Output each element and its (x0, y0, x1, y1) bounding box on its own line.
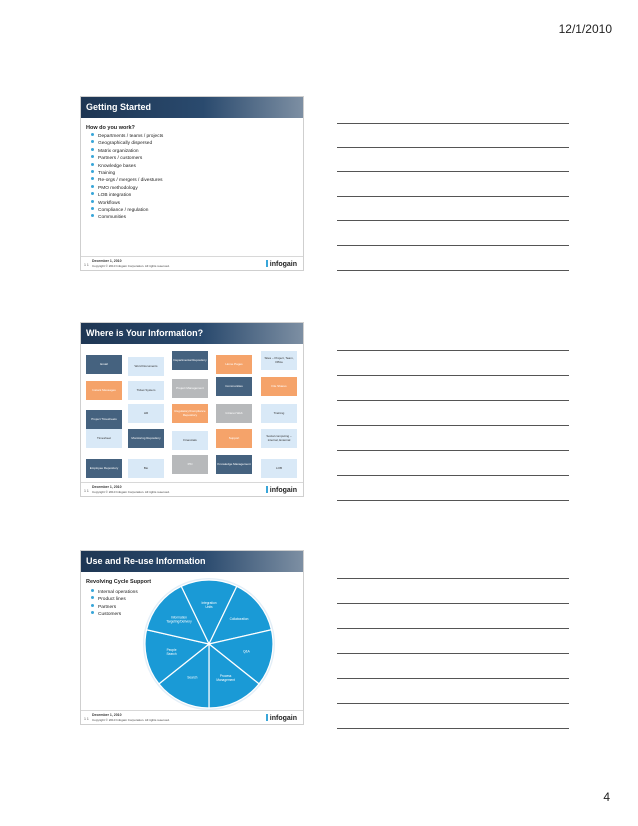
info-source-box: Support (216, 429, 252, 448)
cycle-segment-label: People Search (166, 648, 177, 657)
bullet-icon (91, 170, 94, 173)
note-line (337, 728, 569, 729)
footer-divider (81, 710, 303, 711)
list-item: Departments / teams / projects (91, 133, 163, 140)
info-source-box: Regulatory/Compliance Repository (172, 404, 208, 423)
infogain-logo: infogain (266, 260, 297, 268)
note-line (337, 375, 569, 376)
slide-title-bar (81, 551, 303, 572)
cycle-segment-label: Q&A (243, 649, 250, 654)
note-line (337, 425, 569, 426)
list-item: Product lines (91, 596, 138, 603)
page-number: 4 (603, 790, 610, 804)
note-line (337, 220, 569, 221)
list-item: Compliance / regulation (91, 207, 163, 214)
slide-number: 1 1 (84, 489, 89, 493)
logo-mark-icon (266, 486, 268, 493)
info-source-box: Timesheet (86, 429, 122, 448)
list-item: Customers (91, 611, 138, 618)
note-line (337, 578, 569, 579)
list-item: Internal operations (91, 589, 138, 596)
bullet-icon (91, 200, 94, 203)
info-source-box: Financials (172, 431, 208, 450)
slide-title: Getting Started (86, 102, 152, 112)
bullet-icon (91, 192, 94, 195)
list-item: Knowledge bases (91, 163, 163, 170)
info-source-box: Bio (128, 459, 164, 478)
cycle-segment-label: Information Targeting/Delivery (166, 615, 192, 624)
bullet-icon (91, 207, 94, 210)
note-line (337, 500, 569, 501)
note-line (337, 171, 569, 172)
info-source-box: LOB (261, 459, 297, 478)
list-item: Training (91, 170, 163, 177)
note-line (337, 400, 569, 401)
bullet-icon (91, 148, 94, 151)
info-source-box: HR (128, 404, 164, 423)
bullet-icon (91, 133, 94, 136)
slide-number: 1 1 (84, 263, 89, 267)
slide-footer (81, 482, 303, 496)
footer-copyright: Copyright © 2010 Infogain Corporation. All rights reserved. (92, 718, 170, 722)
slide-number: 1 1 (84, 717, 89, 721)
bullet-icon (91, 163, 94, 166)
cycle-segment-label: Integration Units (201, 601, 217, 610)
info-source-box: Departmental Repository (172, 351, 208, 370)
info-source-box: Communities (216, 377, 252, 396)
note-line (337, 350, 569, 351)
note-line (337, 270, 569, 271)
info-source-box: Intranet Web (216, 404, 252, 423)
footer-date: December 1, 2010 (92, 259, 122, 263)
revolving-cycle-diagram (139, 577, 279, 713)
list-item: Communities (91, 214, 163, 221)
bullet-icon (91, 589, 94, 592)
note-line (337, 196, 569, 197)
slide-where-is-information (80, 322, 304, 497)
note-line (337, 475, 569, 476)
note-line (337, 653, 569, 654)
info-source-box: PKI (172, 455, 208, 474)
bullet-icon (91, 611, 94, 614)
bullet-icon (91, 214, 94, 217)
logo-mark-icon (266, 260, 268, 267)
info-source-box: Project Management (172, 379, 208, 398)
bullet-icon (91, 185, 94, 188)
info-source-box: Ticket System (128, 381, 164, 400)
info-source-box: Sites – Project, Team, Office (261, 351, 297, 370)
list-item: Re-orgs / mergers / divestures (91, 177, 163, 184)
list-item: Partners / customers (91, 155, 163, 162)
info-source-box: Employee Repository (86, 459, 122, 478)
slide-heading: How do you work? (86, 125, 135, 131)
slide-footer (81, 710, 303, 724)
slide-heading: Revolving Cycle Support (86, 579, 152, 585)
slide-title: Use and Re-use Information (86, 556, 206, 566)
list-item: PMO methodology (91, 185, 163, 192)
info-source-box: Monitoring Repository (128, 429, 164, 448)
list-item: Geographically dispersed (91, 140, 163, 147)
info-source-box: Email (86, 355, 122, 374)
note-line (337, 628, 569, 629)
cycle-segment-label: Process Management (216, 674, 235, 683)
logo-mark-icon (266, 714, 268, 721)
footer-copyright: Copyright © 2010 Infogain Corporation. All rights reserved. (92, 264, 170, 268)
bullet-icon (91, 177, 94, 180)
list-item: LOB integration (91, 192, 163, 199)
info-source-box: Training (261, 404, 297, 423)
infogain-logo: infogain (266, 486, 297, 494)
note-line (337, 603, 569, 604)
slide-title-bar (81, 323, 303, 344)
info-source-box: Social computing – internal, External (261, 429, 297, 448)
note-line (337, 703, 569, 704)
slide-getting-started (80, 96, 304, 271)
footer-copyright: Copyright © 2010 Infogain Corporation. All rights reserved. (92, 490, 170, 494)
infogain-logo: infogain (266, 714, 297, 722)
list-item: Partners (91, 604, 138, 611)
bullet-icon (91, 604, 94, 607)
cycle-segment-label: Search (187, 675, 198, 680)
note-line (337, 450, 569, 451)
footer-divider (81, 256, 303, 257)
info-source-box: Knowledge Management (216, 455, 252, 474)
slide-use-reuse-information (80, 550, 304, 725)
bullet-list (91, 589, 138, 619)
note-line (337, 678, 569, 679)
info-source-box: Home Pages (216, 355, 252, 374)
bullet-icon (91, 596, 94, 599)
footer-divider (81, 482, 303, 483)
cycle-segment-label: Collaboration (229, 617, 249, 622)
info-source-box: Word Documents (128, 357, 164, 376)
note-line (337, 245, 569, 246)
footer-date: December 1, 2010 (92, 713, 122, 717)
slide-title-bar (81, 97, 303, 118)
info-source-box: Instant Messages (86, 381, 122, 400)
page-date: 12/1/2010 (558, 22, 612, 36)
info-source-box: Project Timesheets (86, 410, 122, 429)
info-source-box: File Shares (261, 377, 297, 396)
list-item: Matrix organization (91, 148, 163, 155)
footer-date: December 1, 2010 (92, 485, 122, 489)
bullet-list (91, 133, 163, 222)
note-line (337, 123, 569, 124)
list-item: Workflows (91, 200, 163, 207)
slide-footer (81, 256, 303, 270)
bullet-icon (91, 140, 94, 143)
slide-title: Where is Your Information? (86, 328, 204, 338)
note-line (337, 147, 569, 148)
bullet-icon (91, 155, 94, 158)
